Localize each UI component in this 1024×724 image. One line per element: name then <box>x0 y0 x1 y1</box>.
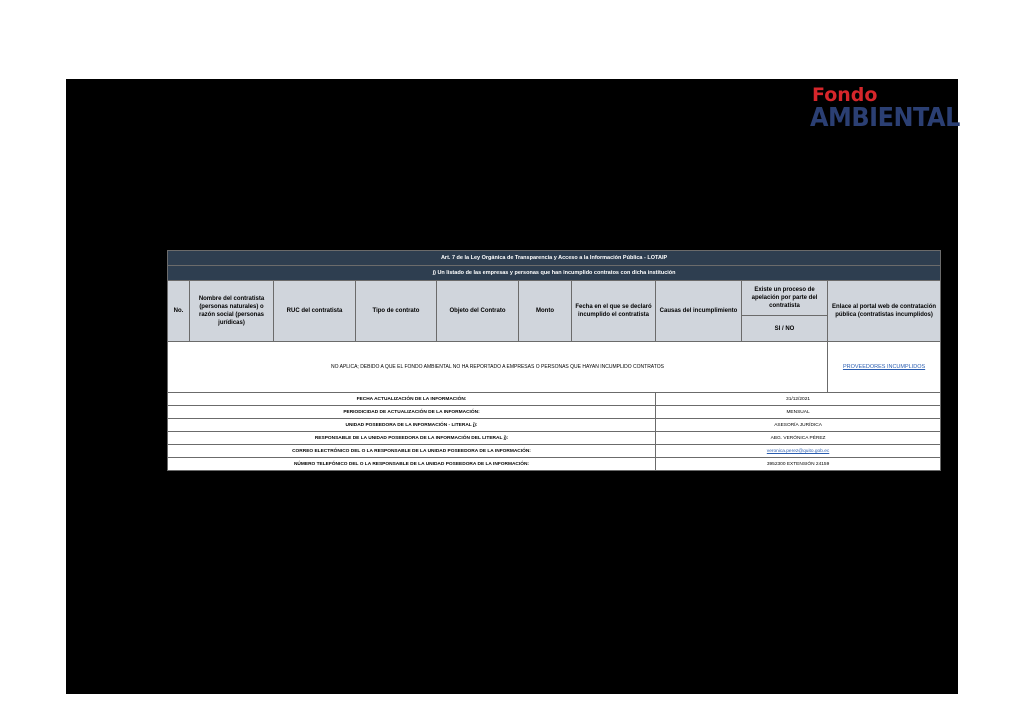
info-value: 3952300 EXTENSIÓN 24159 <box>656 458 941 471</box>
header-fecha: Fecha en el que se declaró incumplido el contratista <box>572 281 656 342</box>
info-row <box>168 393 941 406</box>
header-tipo: Tipo de contrato <box>356 281 437 342</box>
info-value <box>656 445 941 458</box>
header-objeto: Objeto del Contrato <box>437 281 519 342</box>
info-label: RESPONSABLE DE LA UNIDAD POSEEDORA DE LA INFORMACIÓN DEL LITERAL j): <box>168 432 656 445</box>
email-link[interactable]: veronica.perez@quito.gob.ec <box>766 448 830 454</box>
info-label: NÚMERO TELEFÓNICO DEL O LA RESPONSABLE DE LA UNIDAD POSEEDORA DE LA INFORMACIÓN: <box>168 458 656 471</box>
info-label: CORREO ELECTRÓNICO DEL O LA RESPONSABLE DE LA UNIDAD POSEEDORA DE LA INFORMACIÓN: <box>168 445 656 458</box>
info-value: MENSUAL <box>656 406 941 419</box>
info-value: ABG. VERÓNICA PÉREZ <box>656 432 941 445</box>
logo-line-1: Fondo <box>812 84 878 106</box>
header-causas: Causas del incumplimiento <box>656 281 742 342</box>
header-apelacion: Existe un proceso de apelación por parte del contratista <box>742 281 828 316</box>
info-row <box>168 432 941 445</box>
table-title: Art. 7 de la Ley Orgánica de Transparencia y Acceso a la Información Pública - LOTAIP <box>168 251 941 266</box>
info-value: 31/12/2021 <box>656 393 941 406</box>
info-row <box>168 419 941 432</box>
header-no: No. <box>168 281 190 342</box>
no-aplica-note: NO APLICA; DEBIDO A QUE EL FONDO AMBIENTAL NO HA REPORTADO A EMPRESAS O PERSONAS QUE HAYAN INCUMPLIDO CONTRATOS <box>168 342 828 393</box>
header-ruc: RUC del contratista <box>274 281 356 342</box>
header-monto: Monto <box>519 281 572 342</box>
fondo-ambiental-logo <box>810 84 960 133</box>
header-nombre: Nombre del contratista (personas naturales) o razón social (personas jurídicas) <box>190 281 274 342</box>
header-si-no: SI / NO <box>742 316 828 342</box>
info-row <box>168 406 941 419</box>
info-row <box>168 445 941 458</box>
info-label: PERIODICIDAD DE ACTUALIZACIÓN DE LA INFORMACIÓN: <box>168 406 656 419</box>
info-row <box>168 458 941 471</box>
table-subtitle: j) Un listado de las empresas y personas que han incumplido contratos con dicha institución <box>168 266 941 281</box>
info-label: FECHA ACTUALIZACIÓN DE LA INFORMACIÓN: <box>168 393 656 406</box>
info-label: UNIDAD POSEEDORA DE LA INFORMACIÓN - LITERAL j): <box>168 419 656 432</box>
proveedores-incumplidos-link[interactable]: PROVEEDORES INCUMPLIDOS <box>828 342 941 393</box>
info-value: ASESORÍA JURÍDICA <box>656 419 941 432</box>
header-enlace: Enlace al portal web de contratación pública (contratistas incumplidos) <box>828 281 941 342</box>
logo-line-2: AMBIENTAL <box>810 103 960 133</box>
lotaip-table <box>167 250 941 471</box>
